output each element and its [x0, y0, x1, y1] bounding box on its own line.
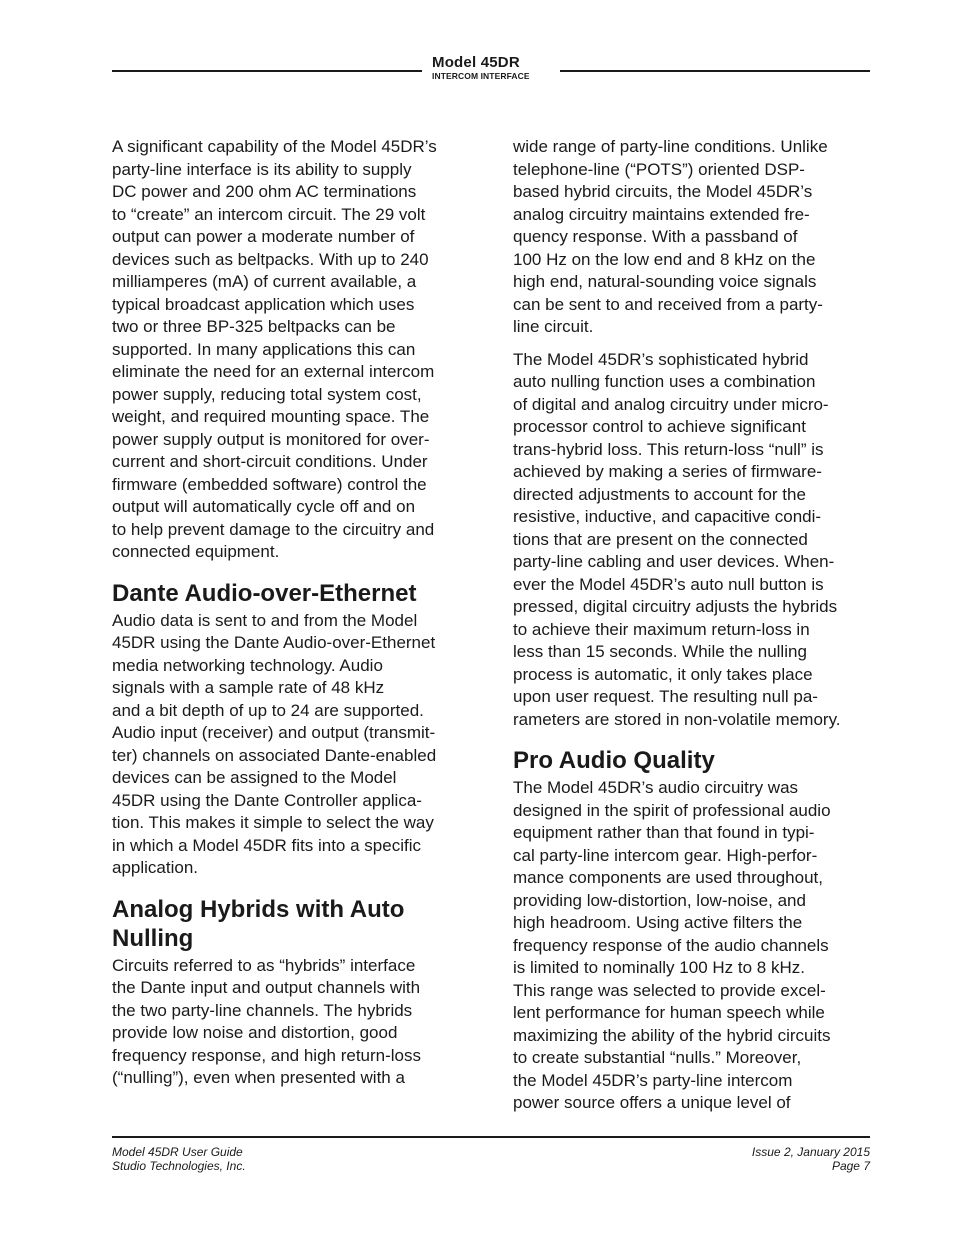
footer-company: Studio Technologies, Inc.	[112, 1159, 246, 1173]
footer-issue: Issue 2, January 2015	[751, 1145, 870, 1159]
hybrids-paragraph: Circuits referred to as “hybrids” interface the Dante input and output channels with the two party-line channels. The hybrids provide low noise and distortion, good frequency response, and high return-loss (“nulling”), even when presented with a	[112, 955, 422, 1087]
auto-nulling-paragraph: The Model 45DR’s sophisticated hybrid auto nulling function uses a combination of digital and analog circuitry under micro- processor control to achieve significant trans-hybrid loss. This return-loss “null” is achieved by making a series of firmware- directed adjustments to account for the resistive, inductive, and capacitive condi- tions that are present on the connected party-line cabling and user devices. When- ever the Model 45DR’s auto null button is pressed, digital circuitry adjusts the hybrids to achieve their maximum return-loss in less than 15 seconds. While the nulling process is automatic, it only takes place upon user request. The resulting null pa- rameters are stored in non-volatile memory.	[513, 349, 841, 729]
hybrids-continuation-paragraph: wide range of party-line conditions. Unlike telephone-line (“POTS”) oriented DSP- based hybrid circuits, the Model 45DR’s analog circuitry maintains extended fre- quency response. With a passband of 100 Hz on the low end and 8 kHz on the high end, natural-sounding voice signals can be sent to and received from a party- line circuit.	[513, 137, 828, 336]
dante-paragraph: Audio data is sent to and from the Model 45DR using the Dante Audio-over-Ethernet media networking technology. Audio signals with a sample rate of 48 kHz and a bit depth of up to 24 are supported. Audio input (receiver) and output (transmit- ter) channels on associated Dante-enabled devices can be assigned to the Model 45DR using the Dante Controller applica- tion. This makes it simple to select the way in which a Model 45DR fits into a specific application.	[112, 610, 437, 877]
right-column	[513, 136, 883, 1125]
header-rule-left	[112, 70, 422, 72]
header-model-name: Model 45DR	[432, 54, 520, 71]
footer-right	[752, 1145, 870, 1173]
pro-audio-paragraph: The Model 45DR’s audio circuitry was designed in the spirit of professional audio equipment rather than that found in typi- cal party-line intercom gear. High-perfor- mance components are used throughout, providing low-distortion, low-noise, and high headroom. Using active filters the frequency response of the audio channels is limited to nominally 100 Hz to 8 kHz. This range was selected to provide excel- lent performance for human speech while maximizing the ability of the hybrid circuits to create substantial “nulls.” Moreover, the Model 45DR’s party-line intercom power source offers a unique level of	[513, 778, 831, 1112]
intro-paragraph: A significant capability of the Model 45DR’s party-line interface is its ability to supply DC power and 200 ohm AC terminations to “create” an intercom circuit. The 29 volt output can power a moderate number of devices such as beltpacks. With up to 240 milliamperes (mA) of current available, a typical broadcast application which uses two or three BP-325 beltpacks can be supported. In many applications this can eliminate the need for an external intercom power supply, reducing total system cost, weight, and required mounting space. The power supply output is monitored for over- current and short-circuit conditions. Under firmware (embedded software) control the output will automatically cycle off and on to help prevent damage to the circuitry and connected equipment.	[112, 137, 437, 561]
left-column	[112, 136, 482, 1100]
section-heading-hybrids: Analog Hybrids with Auto Nulling	[112, 895, 405, 952]
footer-guide-title: Model 45DR User Guide	[112, 1145, 243, 1159]
footer-left	[112, 1145, 246, 1173]
footer-rule	[112, 1136, 870, 1138]
header-subtitle: INTERCOM INTERFACE	[432, 71, 530, 81]
section-heading-dante: Dante Audio-over-Ethernet	[112, 579, 417, 607]
running-header	[432, 54, 552, 82]
footer-page-number: Page 7	[831, 1159, 870, 1173]
section-heading-pro-audio: Pro Audio Quality	[513, 747, 715, 774]
header-rule-right	[560, 70, 870, 72]
